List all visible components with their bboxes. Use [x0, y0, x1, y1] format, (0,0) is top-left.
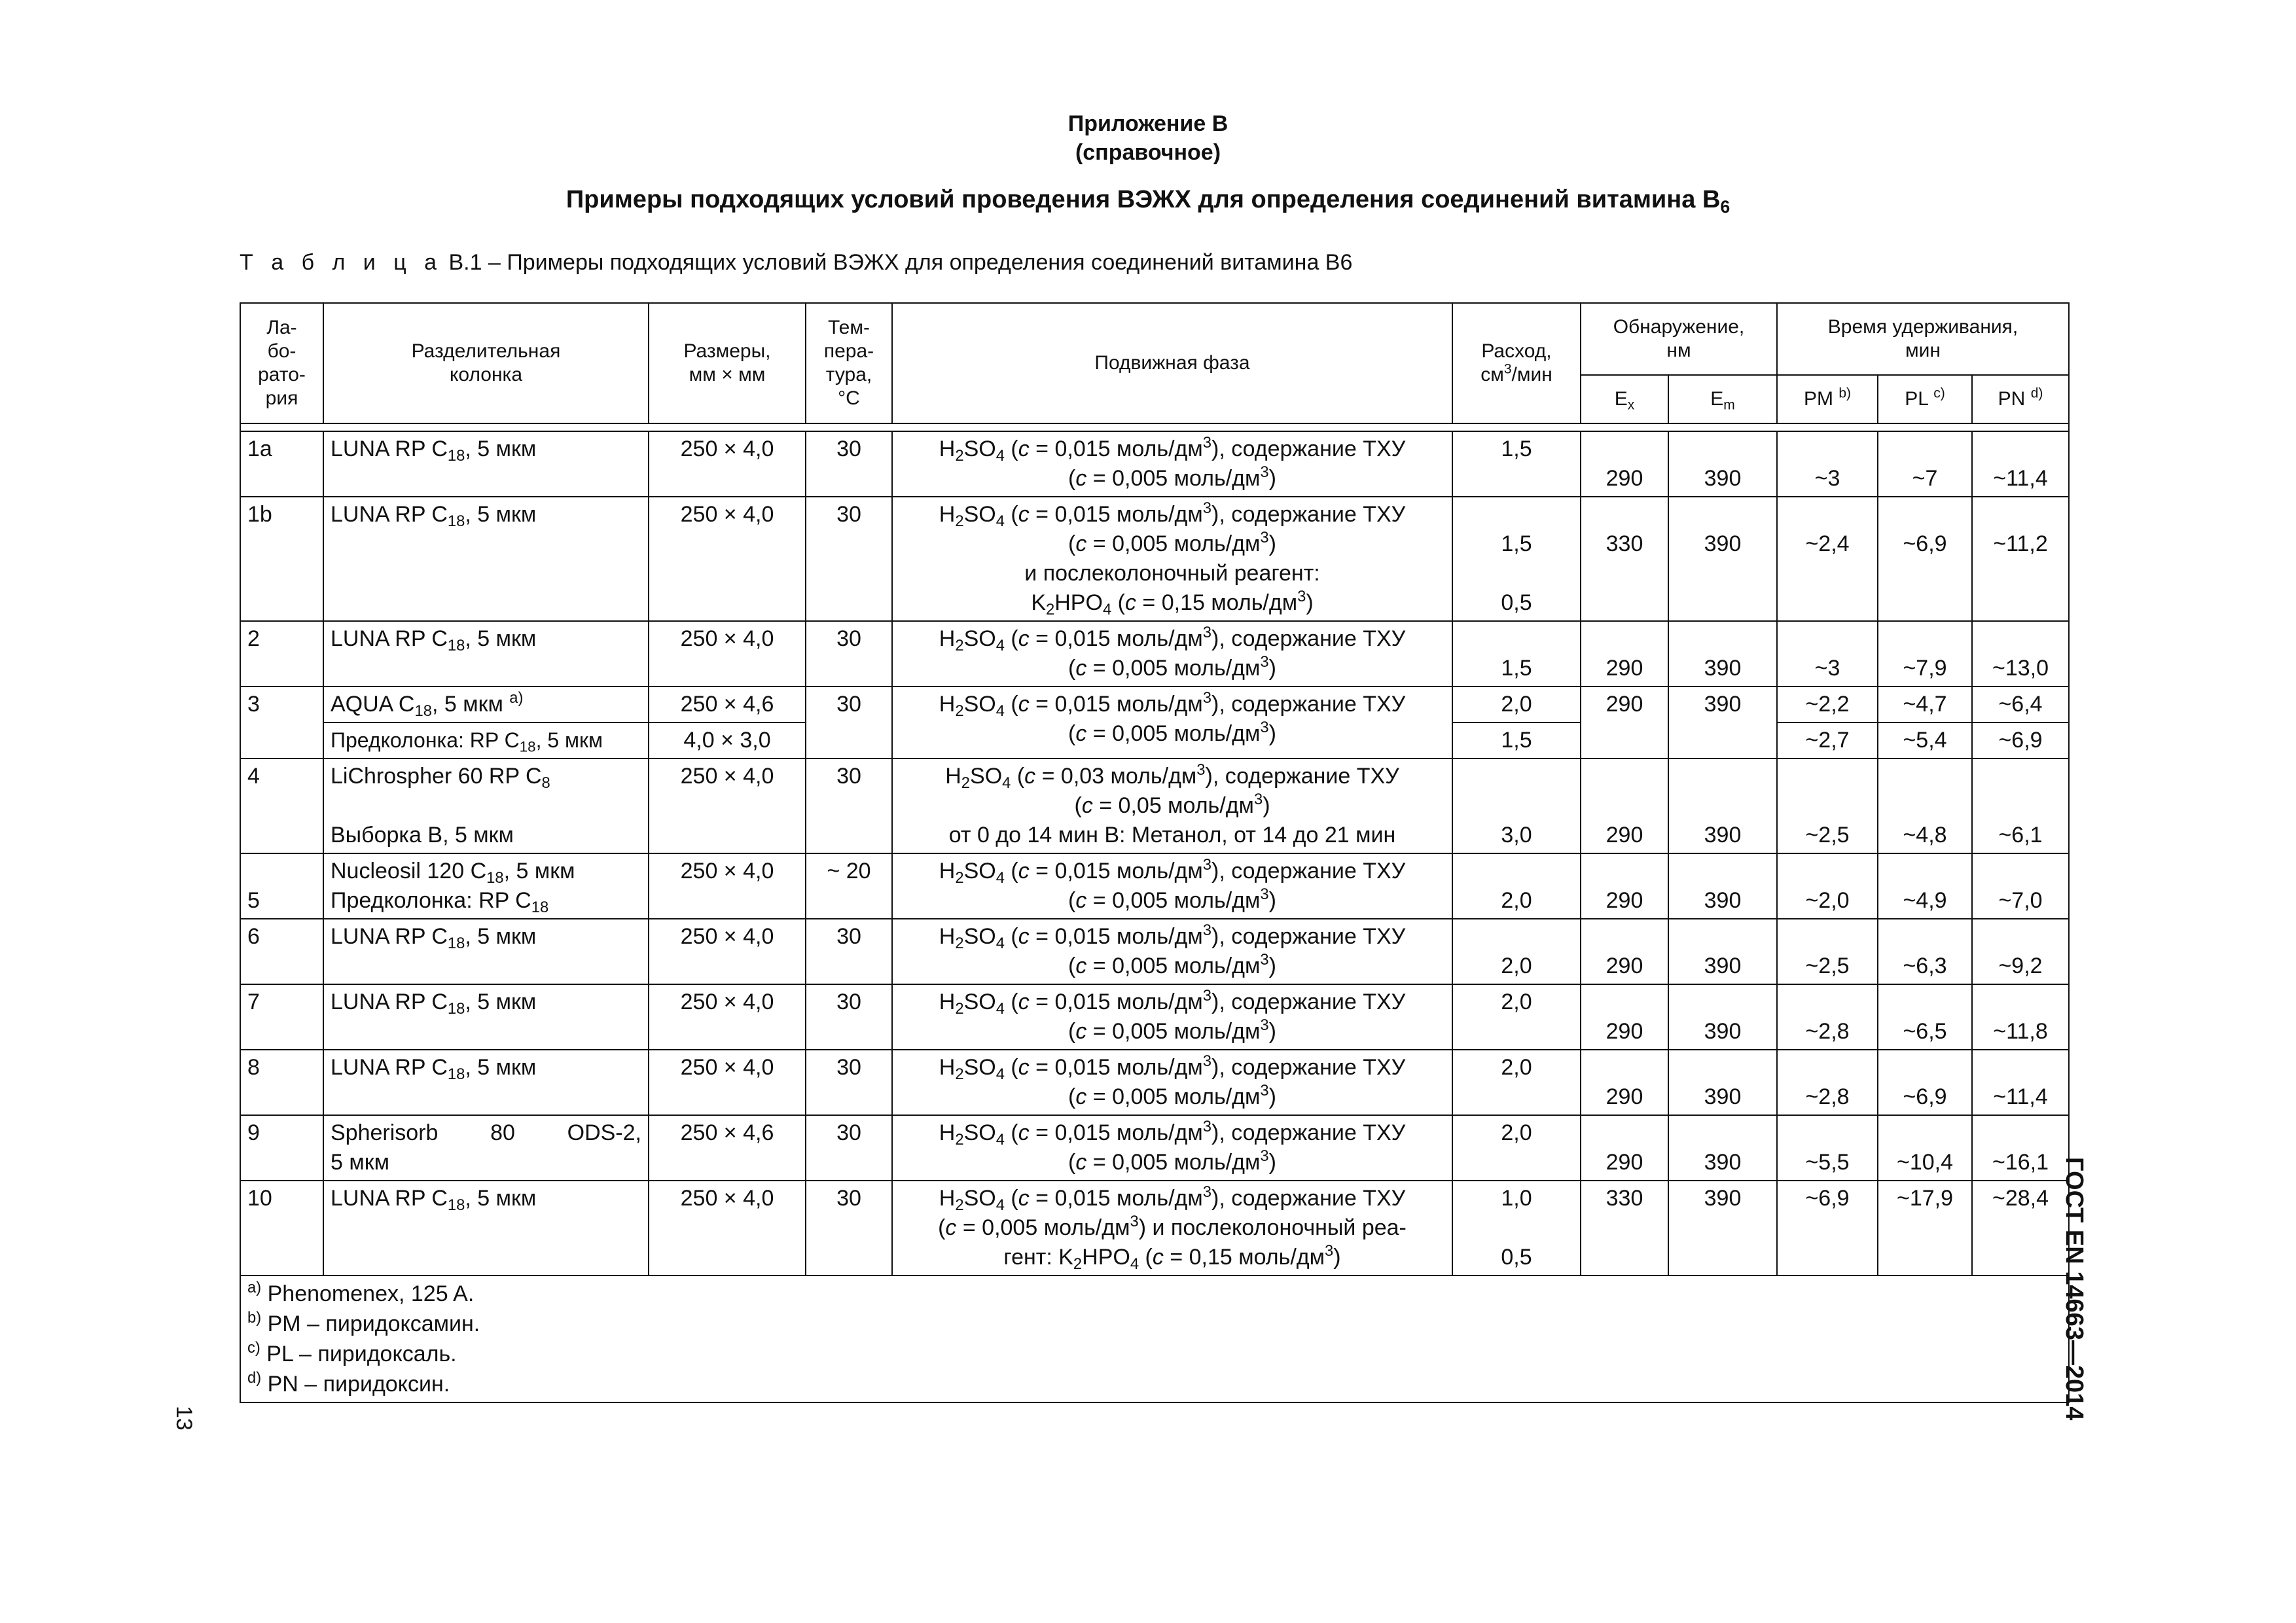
- temp-cell: ~ 20: [806, 853, 892, 919]
- pl-cell: ~7: [1878, 431, 1972, 497]
- flow-cell: 1,5: [1452, 722, 1581, 758]
- footnote: $^{b)}$ PM – пиридоксамин.: [247, 1308, 480, 1336]
- pn-cell: ~6,4: [1972, 687, 2069, 722]
- temp-cell: 30: [806, 497, 892, 621]
- header-temperature: Тем- пера- тура, °C: [806, 303, 892, 423]
- ex-cell: 290: [1581, 758, 1668, 853]
- phase-cell: $H_2SO_4$ (c = 0,015 моль/$дм^3$), содержание ТХУ (c = 0,005 моль/$дм^3$): [892, 1115, 1452, 1181]
- em-cell: 390: [1668, 1115, 1777, 1181]
- footnote: $^{c)}$ PL – пиридоксаль.: [247, 1338, 457, 1366]
- header-ex: $E_x$: [1581, 375, 1668, 423]
- pl-cell: ~4,9: [1878, 853, 1972, 919]
- header-em: $E_m$: [1668, 375, 1777, 423]
- column-cell: LUNA RP $C_{18}$, 5 мкм: [323, 984, 649, 1050]
- phase-cell: $H_2SO_4$ (c = 0,015 моль/$дм^3$), содержание ТХУ (c = 0,005 моль/$дм^3$) и послеколоночный реа- гент: $K_2HPO_4$ (c = 0,15 моль/$дм^3$): [892, 1181, 1452, 1275]
- pn-cell: ~11,2: [1972, 497, 2069, 621]
- lab-cell: 9: [240, 1115, 323, 1181]
- pn-cell: ~6,1: [1972, 758, 2069, 853]
- lab-cell: 1a: [240, 431, 323, 497]
- footnotes: [240, 1275, 2069, 1402]
- phase-cell: $H_2SO_4$ (c = 0,015 моль/$дм^3$), содержание ТХУ (c = 0,005 моль/$дм^3$): [892, 919, 1452, 984]
- hplc-conditions-table: [240, 302, 2070, 1403]
- pm-cell: ~2,5: [1777, 758, 1878, 853]
- pl-cell: ~6,9: [1878, 1050, 1972, 1115]
- pl-cell: ~10,4: [1878, 1115, 1972, 1181]
- column-cell: LUNA RP $C_{18}$, 5 мкм: [323, 919, 649, 984]
- em-cell: 390: [1668, 853, 1777, 919]
- page-title: Примеры подходящих условий проведения ВЭЖХ для определения соединений витамина $B_6$: [565, 186, 1731, 217]
- pn-cell: ~28,4: [1972, 1181, 2069, 1275]
- lab-cell: 6: [240, 919, 323, 984]
- footnotes-row: [240, 1275, 2069, 1402]
- column-cell: LiChrospher 60 RP $C_8$ Выборка В, 5 мкм: [323, 758, 649, 853]
- table-row: [240, 1115, 2069, 1181]
- column-cell: LUNA RP $C_{18}$, 5 мкм: [323, 1050, 649, 1115]
- table-row: [240, 621, 2069, 687]
- table-row: [240, 431, 2069, 497]
- lab-cell: 1b: [240, 497, 323, 621]
- pm-cell: ~3: [1777, 431, 1878, 497]
- pl-cell: ~6,3: [1878, 919, 1972, 984]
- lab-cell: 10: [240, 1181, 323, 1275]
- em-cell: 390: [1668, 758, 1777, 853]
- table-row: [240, 919, 2069, 984]
- temp-cell: 30: [806, 1050, 892, 1115]
- ex-cell: 330: [1581, 1181, 1668, 1275]
- pn-cell: ~11,8: [1972, 984, 2069, 1050]
- header-pn: PN $^{d)}$: [1972, 375, 2069, 423]
- table-row: [240, 1050, 2069, 1115]
- ex-cell: 290: [1581, 621, 1668, 687]
- temp-cell: 30: [806, 1181, 892, 1275]
- lab-cell: 8: [240, 1050, 323, 1115]
- pm-cell: ~5,5: [1777, 1115, 1878, 1181]
- phase-cell: $H_2SO_4$ (c = 0,015 моль/$дм^3$), содержание ТХУ (c = 0,005 моль/$дм^3$): [892, 687, 1452, 758]
- table-row: [240, 1181, 2069, 1275]
- pn-cell: ~6,9: [1972, 722, 2069, 758]
- pm-cell: ~2,7: [1777, 722, 1878, 758]
- pl-cell: ~4,8: [1878, 758, 1972, 853]
- ex-cell: 290: [1581, 431, 1668, 497]
- size-cell: 250 × 4,0: [649, 431, 806, 497]
- em-cell: 390: [1668, 919, 1777, 984]
- column-cell: AQUA $C_{18}$, 5 мкм $^{a)}$: [323, 687, 649, 722]
- header-lab: Ла- бо- рато- рия: [240, 303, 323, 423]
- pn-cell: ~16,1: [1972, 1115, 2069, 1181]
- annex-type: (справочное): [1075, 140, 1221, 165]
- header-mobile-phase: Подвижная фаза: [892, 303, 1452, 423]
- pl-cell: ~4,7: [1878, 687, 1972, 722]
- size-cell: 250 × 4,0: [649, 621, 806, 687]
- size-cell: 250 × 4,0: [649, 919, 806, 984]
- pl-cell: ~5,4: [1878, 722, 1972, 758]
- header-separator: [240, 423, 2069, 431]
- flow-cell: 1,5: [1452, 431, 1581, 497]
- phase-cell: $H_2SO_4$ (c = 0,015 моль/$дм^3$), содержание ТХУ (c = 0,005 моль/$дм^3$): [892, 431, 1452, 497]
- header-column: Разделительная колонка: [323, 303, 649, 423]
- pl-cell: ~7,9: [1878, 621, 1972, 687]
- size-cell: 250 × 4,0: [649, 984, 806, 1050]
- pl-cell: ~6,5: [1878, 984, 1972, 1050]
- pm-cell: ~2,4: [1777, 497, 1878, 621]
- flow-cell: 2,0: [1452, 853, 1581, 919]
- pn-cell: ~7,0: [1972, 853, 2069, 919]
- standard-code: ГОСТ EN 14663—2014: [2060, 1157, 2088, 1421]
- flow-cell: 2,0: [1452, 1050, 1581, 1115]
- temp-cell: 30: [806, 984, 892, 1050]
- em-cell: 390: [1668, 984, 1777, 1050]
- column-cell: LUNA RP $C_{18}$, 5 мкм: [323, 497, 649, 621]
- table-row: [240, 758, 2069, 853]
- size-cell: 4,0 × 3,0: [649, 722, 806, 758]
- pm-cell: ~2,8: [1777, 1050, 1878, 1115]
- header-detection: Обнаружение, нм: [1581, 303, 1777, 375]
- pm-cell: ~3: [1777, 621, 1878, 687]
- em-cell: 390: [1668, 621, 1777, 687]
- temp-cell: 30: [806, 621, 892, 687]
- temp-cell: 30: [806, 758, 892, 853]
- footnote: $^{a)}$ Phenomenex, 125 A.: [247, 1278, 475, 1306]
- flow-cell: 2,0: [1452, 687, 1581, 722]
- header-flow: Расход, $см^3$/мин: [1452, 303, 1581, 423]
- phase-cell: $H_2SO_4$ (c = 0,015 моль/$дм^3$), содержание ТХУ (c = 0,005 моль/$дм^3$): [892, 621, 1452, 687]
- header-retention: Время удерживания, мин: [1777, 303, 2069, 375]
- flow-cell: 2,0: [1452, 919, 1581, 984]
- size-cell: 250 × 4,0: [649, 1050, 806, 1115]
- em-cell: 390: [1668, 687, 1777, 758]
- header-pm: PM $^{b)}$: [1777, 375, 1878, 423]
- header-size: Размеры, мм × мм: [649, 303, 806, 423]
- flow-cell: 1,5 0,5: [1452, 497, 1581, 621]
- annex-title: Приложение В: [1067, 111, 1229, 136]
- phase-cell: $H_2SO_4$ (c = 0,015 моль/$дм^3$), содержание ТХУ (c = 0,005 моль/$дм^3$): [892, 984, 1452, 1050]
- column-cell: LUNA RP $C_{18}$, 5 мкм: [323, 431, 649, 497]
- phase-cell: $H_2SO_4$ (c = 0,03 моль/$дм^3$), содержание ТХУ (c = 0,05 моль/$дм^3$) от 0 до 14 мин В: Метанол, от 14 до 21 мин: [892, 758, 1452, 853]
- table-row: [240, 687, 2069, 722]
- pm-cell: ~2,8: [1777, 984, 1878, 1050]
- ex-cell: 290: [1581, 919, 1668, 984]
- table-row: [240, 853, 2069, 919]
- lab-cell: 7: [240, 984, 323, 1050]
- size-cell: 250 × 4,6: [649, 1115, 806, 1181]
- pm-cell: ~2,2: [1777, 687, 1878, 722]
- table-row: [240, 497, 2069, 621]
- flow-cell: 3,0: [1452, 758, 1581, 853]
- pn-cell: ~9,2: [1972, 919, 2069, 984]
- ex-cell: 290: [1581, 687, 1668, 758]
- lab-cell: 3: [240, 687, 323, 758]
- temp-cell: 30: [806, 687, 892, 758]
- pn-cell: ~11,4: [1972, 431, 2069, 497]
- lab-cell: 2: [240, 621, 323, 687]
- pl-cell: ~17,9: [1878, 1181, 1972, 1275]
- column-cell: Предколонка: RP $C_{18}$, 5 мкм: [323, 722, 649, 758]
- phase-cell: $H_2SO_4$ (c = 0,015 моль/$дм^3$), содержание ТХУ (c = 0,005 моль/$дм^3$) и послеколоночный реагент: $K_2HPO_4$ (c = 0,15 моль/$дм^3$): [892, 497, 1452, 621]
- flow-cell: 2,0: [1452, 1115, 1581, 1181]
- table-row: [240, 984, 2069, 1050]
- pm-cell: ~2,0: [1777, 853, 1878, 919]
- column-cell: Spherisorb 80 ODS-2, 5 мкм: [323, 1115, 649, 1181]
- size-cell: 250 × 4,0: [649, 853, 806, 919]
- size-cell: 250 × 4,0: [649, 758, 806, 853]
- pl-cell: ~6,9: [1878, 497, 1972, 621]
- phase-cell: $H_2SO_4$ (c = 0,015 моль/$дм^3$), содержание ТХУ (c = 0,005 моль/$дм^3$): [892, 853, 1452, 919]
- ex-cell: 290: [1581, 853, 1668, 919]
- temp-cell: 30: [806, 1115, 892, 1181]
- page-number: 13: [171, 1406, 196, 1431]
- table-caption: Т а б л и ц а В.1 – Примеры подходящих условий ВЭЖХ для определения соединений витамина B6: [240, 250, 1353, 275]
- phase-cell: $H_2SO_4$ (c = 0,015 моль/$дм^3$), содержание ТХУ (c = 0,005 моль/$дм^3$): [892, 1050, 1452, 1115]
- ex-cell: 290: [1581, 1050, 1668, 1115]
- temp-cell: 30: [806, 919, 892, 984]
- size-cell: 250 × 4,0: [649, 1181, 806, 1275]
- ex-cell: 330: [1581, 497, 1668, 621]
- pm-cell: ~6,9: [1777, 1181, 1878, 1275]
- column-cell: Nucleosil 120 $C_{18}$, 5 мкм Предколонка: RP $C_{18}$: [323, 853, 649, 919]
- lab-cell: 4: [240, 758, 323, 853]
- pn-cell: ~11,4: [1972, 1050, 2069, 1115]
- em-cell: 390: [1668, 497, 1777, 621]
- em-cell: 390: [1668, 431, 1777, 497]
- lab-cell: 5: [240, 853, 323, 919]
- size-cell: 250 × 4,0: [649, 497, 806, 621]
- ex-cell: 290: [1581, 1115, 1668, 1181]
- header-pl: PL $^{c)}$: [1878, 375, 1972, 423]
- flow-cell: 2,0: [1452, 984, 1581, 1050]
- ex-cell: 290: [1581, 984, 1668, 1050]
- footnote: $^{d)}$ PN – пиридоксин.: [247, 1368, 450, 1397]
- em-cell: 390: [1668, 1181, 1777, 1275]
- temp-cell: 30: [806, 431, 892, 497]
- pn-cell: ~13,0: [1972, 621, 2069, 687]
- column-cell: LUNA RP $C_{18}$, 5 мкм: [323, 1181, 649, 1275]
- flow-cell: 1,0 0,5: [1452, 1181, 1581, 1275]
- em-cell: 390: [1668, 1050, 1777, 1115]
- pm-cell: ~2,5: [1777, 919, 1878, 984]
- column-cell: LUNA RP $C_{18}$, 5 мкм: [323, 621, 649, 687]
- size-cell: 250 × 4,6: [649, 687, 806, 722]
- flow-cell: 1,5: [1452, 621, 1581, 687]
